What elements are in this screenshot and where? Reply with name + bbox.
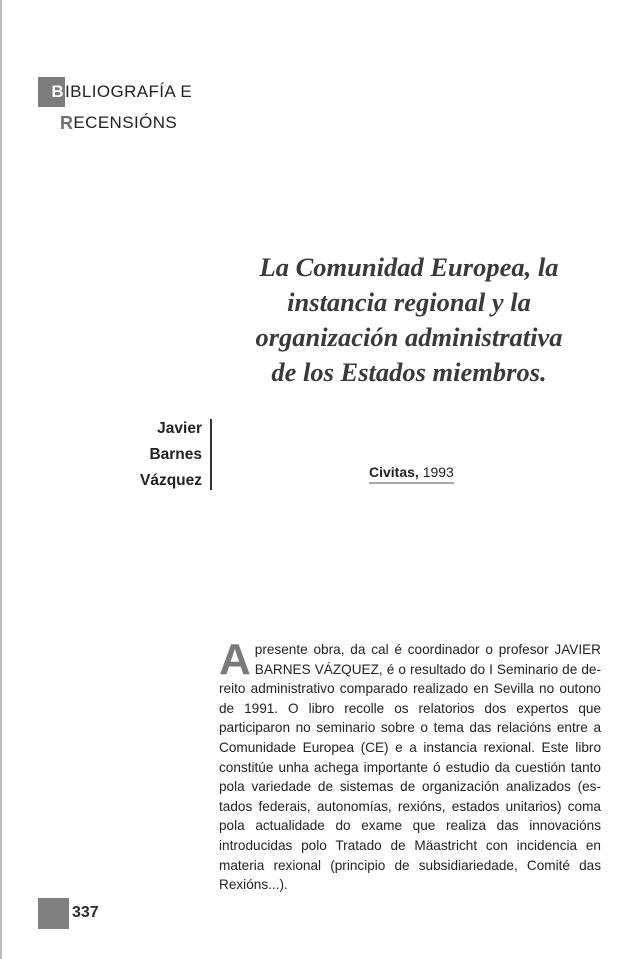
author-line: Barnes [149,446,202,463]
author-line: Vázquez [139,472,202,489]
section-title-recensions: ECENSIÓNS [73,113,178,132]
review-text: presente obra, da cal é coordinador o profesor JAVIER BARNES VÁZQUEZ, é o resultado do I Seminario de dereito administrativo comparado realizado en Sevilla no outono de 1991. O libro recolle os relatorios dos expertos que participaron no seminario sobre o tema das relacións entre a Comunidade Europea (CE) e a instancia rexional. Este libro constitúe unha achega importante ó estudio da cuestión tanto pola variedade de sistemas de organización analizados (estados federais, autonomías, rexións, estados unitarios) coma pola actualidade do exame que realiza das innovacións introducidas polo Tratado de Mäastricht con incidencia en materia rexional (principio de subsidiariedade, Comité das Rexións...). [219,642,601,893]
review-body [219,635,601,895]
drop-cap: A [219,635,251,684]
page-number-block [38,898,69,929]
author-name [110,416,202,494]
section-initial-b: B [51,82,64,101]
book-title-line: organización administrativa [255,322,563,352]
publisher-info [369,464,454,484]
author-line: Javier [157,420,202,437]
section-initial-r: R [60,112,74,133]
section-header-line-1 [38,77,192,107]
section-gray-block [38,77,65,107]
section-header-line-2 [38,110,192,136]
book-title-line: La Comunidad Europea, la [259,252,559,282]
author-divider [210,419,212,490]
book-title-line: instancia regional y la [287,287,531,317]
book-title [220,250,598,390]
book-title-line: de los Estados miembros. [271,357,547,387]
publisher-name: Civitas, [369,464,419,480]
section-title-bibliografia: IBLIOGRAFÍA E [65,82,193,101]
page-number: 337 [72,904,99,921]
publication-year: 1993 [422,464,454,480]
section-header [38,77,192,136]
page-edge [0,0,2,959]
